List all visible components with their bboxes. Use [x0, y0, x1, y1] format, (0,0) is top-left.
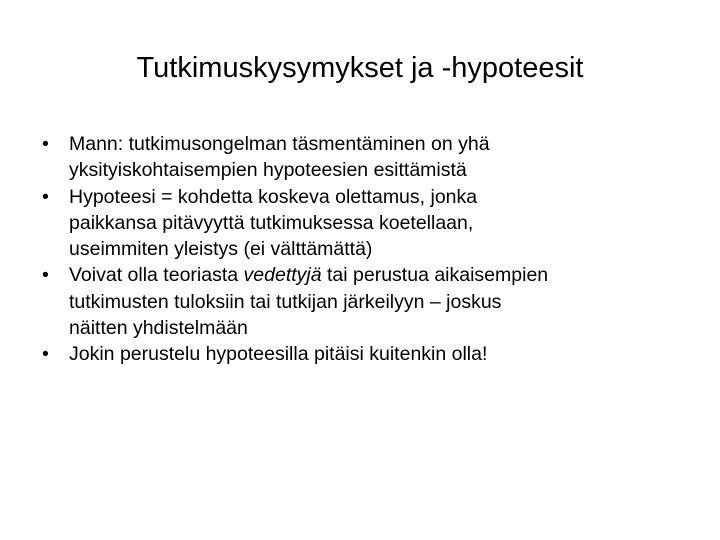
- bullet-3-line-1: [69, 262, 702, 288]
- slide-title: Tutkimuskysymykset ja -hypoteesit: [136, 52, 584, 84]
- bullet-1-line-2: yksityiskohtaisempien hypoteesien esittämistä: [69, 159, 467, 182]
- bullet-item-3: [42, 262, 702, 341]
- bullet-marker: •: [42, 343, 49, 366]
- bullet-3-italic-term: vedettyjä: [243, 264, 322, 287]
- bullet-marker: •: [42, 185, 49, 208]
- bullet-3-line-2: tutkimusten tuloksiin tai tutkijan järkeilyyn – joskus: [69, 290, 502, 313]
- bullet-2-line-2: paikkansa pitävyyttä tutkimuksessa koetellaan,: [69, 211, 474, 234]
- bullet-3-text-before: Voivat olla teoriasta: [69, 264, 244, 287]
- bullet-item-4: [42, 341, 702, 367]
- bullet-4-line-1: Jokin perustelu hypoteesilla pitäisi kuitenkin olla!: [69, 343, 488, 366]
- bullet-item-1: [42, 131, 702, 184]
- bullet-3-line-3: näitten yhdistelmään: [69, 317, 248, 340]
- bullet-marker: •: [42, 264, 49, 287]
- bullet-item-2: [42, 184, 702, 263]
- bullet-3-text-after: tai perustua aikaisempien: [321, 264, 549, 287]
- bullet-list: [42, 131, 702, 368]
- bullet-2-line-3: useimmiten yleistys (ei välttämättä): [69, 238, 373, 261]
- bullet-1-line-1: Mann: tutkimusongelman täsmentäminen on yhä: [69, 133, 490, 155]
- bullet-2-line-1: Hypoteesi = kohdetta koskeva olettamus, jonka: [69, 185, 478, 208]
- bullet-marker: •: [42, 133, 49, 155]
